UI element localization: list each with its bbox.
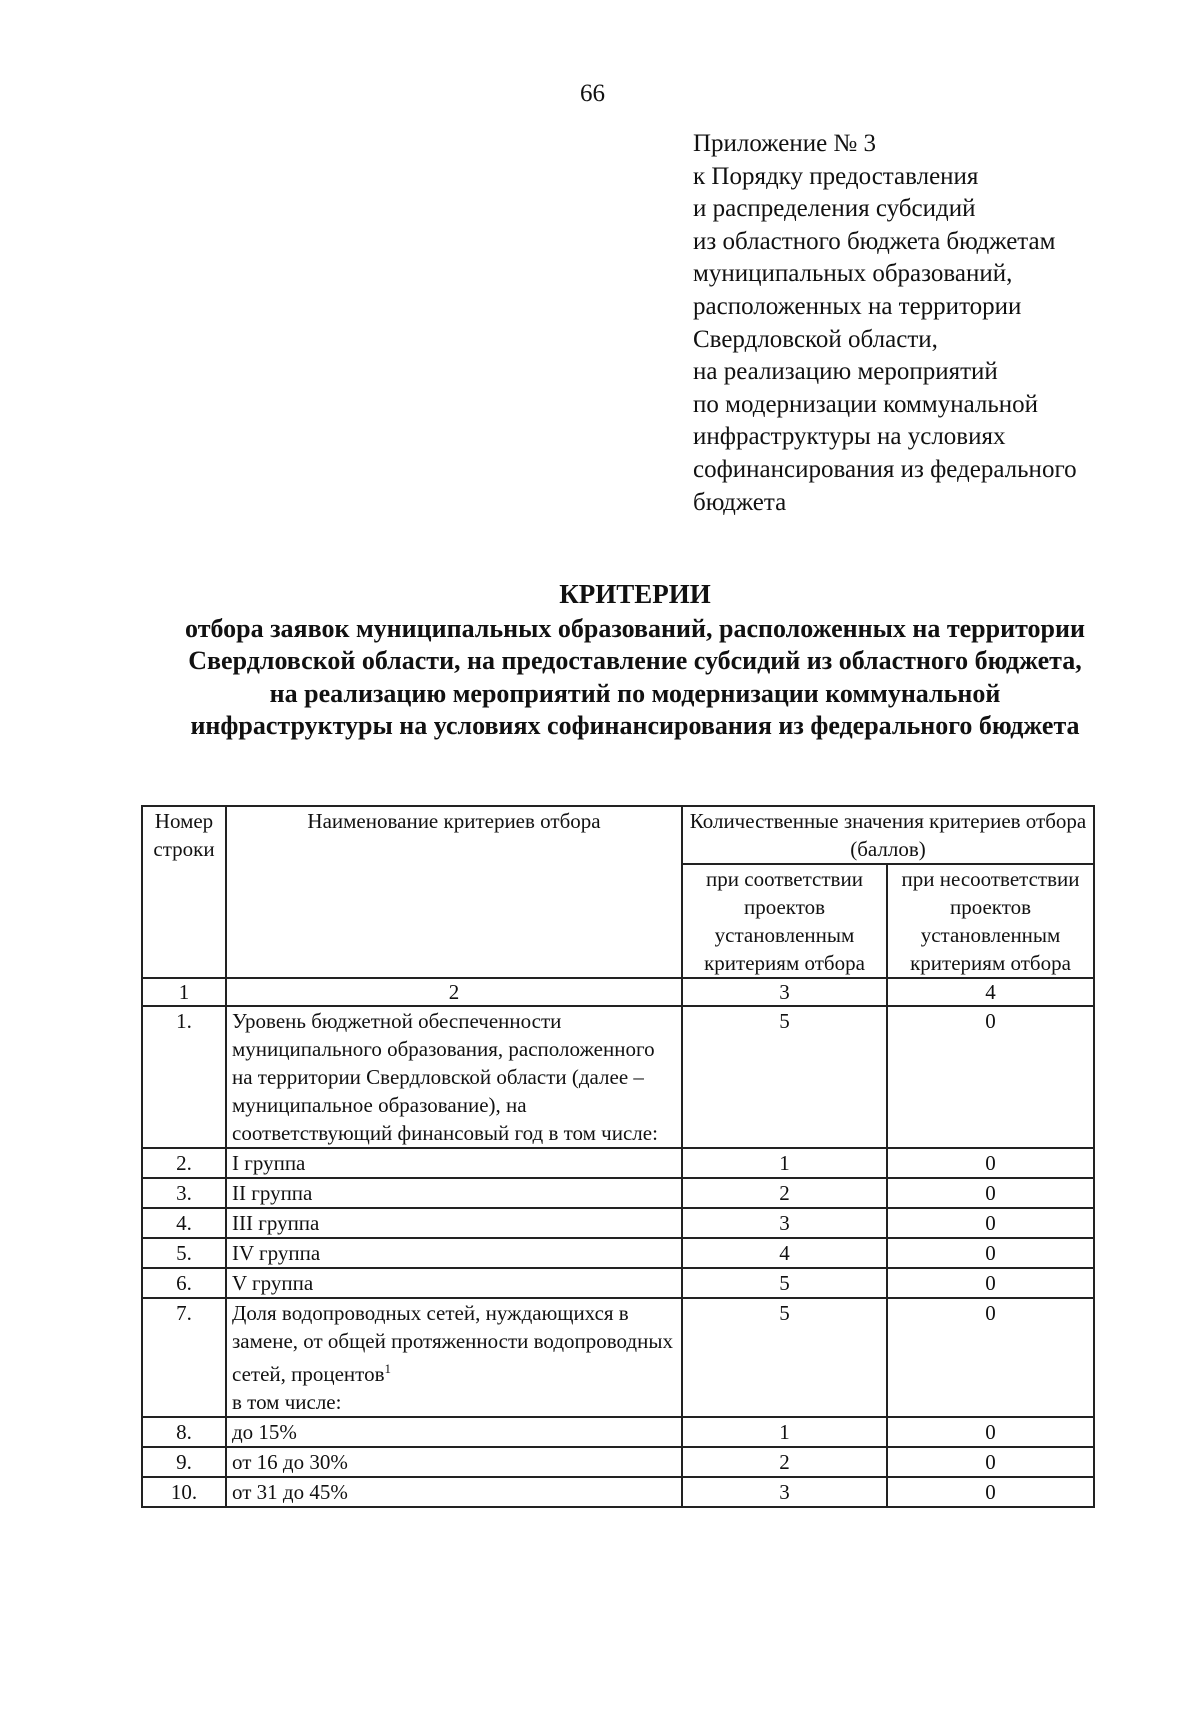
score-compliant: 5 [682, 1298, 887, 1417]
appendix-line: к Порядку предоставления [693, 162, 979, 190]
row-number: 5. [142, 1238, 226, 1268]
title-line: на реализацию мероприятий по модернизации коммунальной [269, 678, 1001, 708]
header-criteria-name: Наименование критериев отбора [226, 806, 682, 978]
title-line: отбора заявок муниципальных образований, расположенных на территории [185, 613, 1085, 643]
score-compliant: 4 [682, 1238, 887, 1268]
table-row [142, 1238, 1094, 1268]
criteria-name: от 31 до 45% [226, 1477, 682, 1507]
score-compliant: 1 [682, 1148, 887, 1178]
column-number: 3 [682, 978, 887, 1006]
title-heading: КРИТЕРИИ [559, 579, 711, 609]
score-noncompliant: 0 [887, 1417, 1094, 1447]
criteria-name: до 15% [226, 1417, 682, 1447]
table-row [142, 1417, 1094, 1447]
appendix-line: и распределения субсидий [693, 195, 976, 223]
header-quantitative-values: Количественные значения критериев отбора (баллов) [682, 806, 1094, 864]
criteria-name: I группа [226, 1148, 682, 1178]
score-compliant: 2 [682, 1178, 887, 1208]
criteria-name [226, 1298, 682, 1417]
title-line: Свердловской области, на предоставление субсидий из областного бюджета, [188, 646, 1082, 675]
score-noncompliant: 0 [887, 1298, 1094, 1417]
criteria-name: от 16 до 30% [226, 1447, 682, 1477]
appendix-line: по модернизации коммунальной [693, 390, 1039, 418]
score-noncompliant: 0 [887, 1148, 1094, 1178]
row-number: 10. [142, 1477, 226, 1507]
row-number: 1. [142, 1006, 226, 1148]
score-noncompliant: 0 [887, 1447, 1094, 1477]
table-row [142, 1477, 1094, 1507]
criteria-name: II группа [226, 1178, 682, 1208]
appendix-line: бюджета [693, 488, 787, 516]
row-number: 3. [142, 1178, 226, 1208]
row-number: 8. [142, 1417, 226, 1447]
header-noncompliant: при несоответствии проектов установленным критериям отбора [887, 864, 1094, 978]
appendix-line: расположенных на территории [693, 292, 1022, 320]
page-number: 66 [580, 80, 605, 107]
score-noncompliant: 0 [887, 1477, 1094, 1507]
row-number: 4. [142, 1208, 226, 1238]
score-noncompliant: 0 [887, 1208, 1094, 1238]
table-header-row [142, 806, 1094, 864]
row-number: 9. [142, 1447, 226, 1477]
table-row [142, 1268, 1094, 1298]
appendix-line: Свердловской области, [693, 325, 938, 353]
column-number-row [142, 978, 1094, 1006]
appendix-line: на реализацию мероприятий [693, 358, 998, 386]
criteria-name: V группа [226, 1268, 682, 1298]
criteria-name: Уровень бюджетной обеспеченности муниципального образования, расположенного на территории Свердловской области (далее – муниципальное образование), на соответствующий финансовый год в том числе: [226, 1006, 682, 1148]
score-compliant: 5 [682, 1268, 887, 1298]
column-number: 4 [887, 978, 1094, 1006]
table-row [142, 1006, 1094, 1148]
score-compliant: 2 [682, 1447, 887, 1477]
appendix-line: из областного бюджета бюджетам [693, 227, 1056, 255]
score-noncompliant: 0 [887, 1238, 1094, 1268]
score-compliant: 3 [682, 1477, 887, 1507]
appendix-line: муниципальных образований, [693, 260, 1013, 288]
criteria-name-text: Доля водопроводных сетей, нуждающихся в замене, от общей протяженности водопроводных сетей, процентов [232, 1301, 673, 1386]
row-number: 7. [142, 1298, 226, 1417]
appendix-line: Приложение № 3 [693, 130, 877, 157]
appendix-note [693, 128, 1173, 519]
score-compliant: 3 [682, 1208, 887, 1238]
table-row [142, 1298, 1094, 1417]
table-row [142, 1208, 1094, 1238]
appendix-line: софинансирования из федерального [693, 455, 1077, 483]
title-line: инфраструктуры на условиях софинансирования из федерального бюджета [190, 711, 1080, 740]
criteria-name: III группа [226, 1208, 682, 1238]
table-row [142, 1148, 1094, 1178]
appendix-line: инфраструктуры на условиях [693, 423, 1006, 451]
header-row-number: Номер строки [142, 806, 226, 978]
score-compliant: 1 [682, 1417, 887, 1447]
score-compliant: 5 [682, 1006, 887, 1148]
criteria-name: IV группа [226, 1238, 682, 1268]
column-number: 2 [226, 978, 682, 1006]
row-number: 2. [142, 1148, 226, 1178]
score-noncompliant: 0 [887, 1178, 1094, 1208]
criteria-name-tail: в том числе: [232, 1390, 342, 1414]
document-title [100, 578, 1170, 743]
criteria-table [141, 805, 1095, 1508]
score-noncompliant: 0 [887, 1006, 1094, 1148]
column-number: 1 [142, 978, 226, 1006]
row-number: 6. [142, 1268, 226, 1298]
footnote-marker: 1 [384, 1361, 391, 1376]
score-noncompliant: 0 [887, 1268, 1094, 1298]
table-row [142, 1447, 1094, 1477]
header-compliant: при соответствии проектов установленным критериям отбора [682, 864, 887, 978]
table-row [142, 1178, 1094, 1208]
